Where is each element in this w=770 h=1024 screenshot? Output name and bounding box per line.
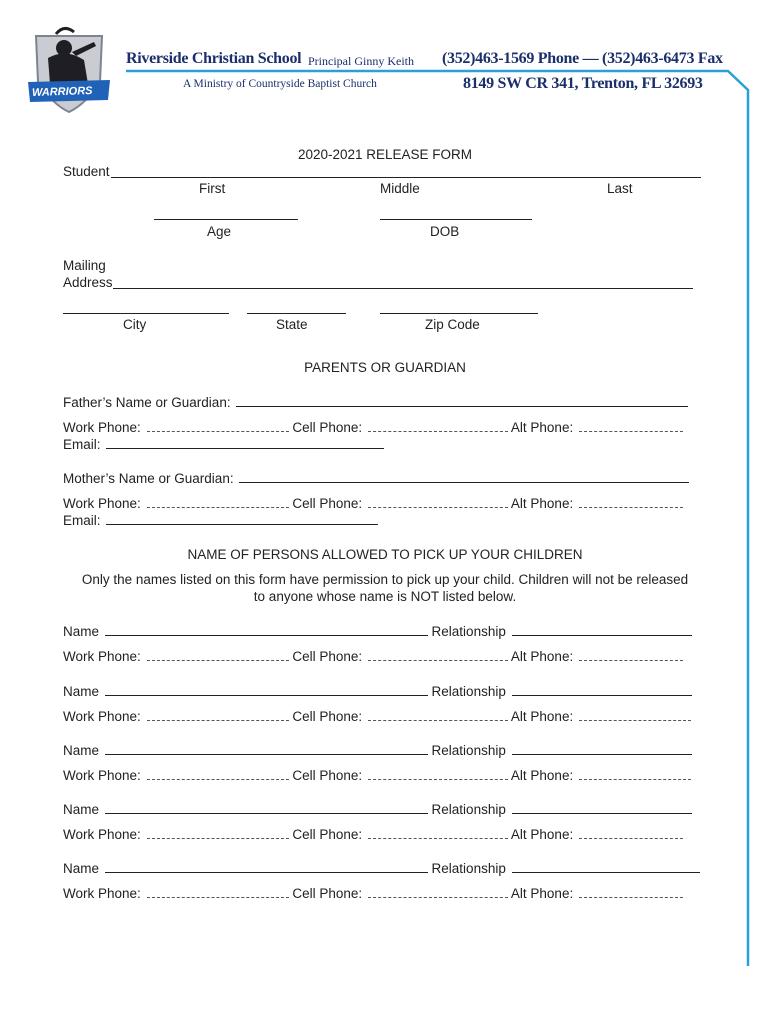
person-3-name-field[interactable] (105, 742, 428, 755)
pickup-heading: NAME OF PERSONS ALLOWED TO PICK UP YOUR CHILDREN (187, 547, 583, 562)
father-name-field[interactable] (236, 394, 688, 407)
person-5-alt-phone-field[interactable] (579, 885, 683, 898)
person-5-name-field[interactable] (105, 860, 428, 873)
form-title: 2020-2021 RELEASE FORM (297, 147, 473, 162)
zip-label: Zip Code (425, 317, 480, 332)
father-label: Father’s Name or Guardian: (63, 395, 231, 410)
father-work-phone-field[interactable] (147, 419, 289, 432)
zip-field[interactable] (380, 313, 538, 314)
person-1-relationship-field[interactable] (512, 623, 692, 636)
pickup-person-3-phones (63, 767, 691, 783)
cell-phone-label: Cell Phone: (292, 649, 363, 664)
alt-phone-label: Alt Phone: (510, 827, 574, 842)
cell-phone-label: Cell Phone: (292, 420, 363, 435)
relationship-label: Relationship (431, 624, 506, 639)
cell-phone-label: Cell Phone: (292, 886, 363, 901)
email-label: Email: (63, 437, 101, 452)
cell-phone-label: Cell Phone: (292, 827, 363, 842)
middle-label: Middle (380, 181, 420, 196)
person-2-relationship-field[interactable] (512, 683, 692, 696)
cell-phone-label: Cell Phone: (292, 496, 363, 511)
city-field[interactable] (63, 313, 229, 314)
mother-email-field[interactable] (106, 512, 378, 525)
relationship-label: Relationship (431, 684, 506, 699)
work-phone-label: Work Phone: (63, 649, 141, 664)
mother-cell-phone-field[interactable] (368, 495, 508, 508)
email-label: Email: (63, 513, 101, 528)
work-phone-label: Work Phone: (63, 886, 141, 901)
person-2-alt-phone-field[interactable] (579, 708, 691, 721)
name-label: Name (63, 861, 100, 876)
address-label: Address (63, 275, 113, 290)
alt-phone-label: Alt Phone: (510, 420, 574, 435)
pickup-person-1-row (63, 623, 692, 639)
student-label: Student (63, 164, 110, 179)
principal-name: Principal Ginny Keith (308, 54, 414, 68)
father-email-row (63, 436, 384, 452)
person-3-relationship-field[interactable] (512, 742, 692, 755)
person-1-alt-phone-field[interactable] (579, 648, 683, 661)
cell-phone-label: Cell Phone: (292, 768, 363, 783)
pickup-note-line-2: to anyone whose name is NOT listed below. (253, 589, 517, 604)
person-3-alt-phone-field[interactable] (579, 767, 691, 780)
person-4-work-phone-field[interactable] (147, 826, 289, 839)
pickup-person-4-row (63, 801, 692, 817)
school-name: Riverside Christian School (126, 50, 302, 67)
first-label: First (199, 181, 226, 196)
name-label: Name (63, 743, 100, 758)
person-5-cell-phone-field[interactable] (368, 885, 508, 898)
dob-field[interactable] (380, 219, 532, 220)
contact-phones: (352)463-1569 Phone — (352)463-6473 Fax (442, 50, 723, 67)
name-label: Name (63, 802, 100, 817)
work-phone-label: Work Phone: (63, 768, 141, 783)
mother-name-field[interactable] (239, 470, 689, 483)
pickup-person-4-phones (63, 826, 683, 842)
age-field[interactable] (154, 219, 298, 220)
relationship-label: Relationship (431, 802, 506, 817)
alt-phone-label: Alt Phone: (510, 649, 574, 664)
person-4-cell-phone-field[interactable] (368, 826, 508, 839)
pickup-person-5-phones (63, 885, 683, 901)
person-4-alt-phone-field[interactable] (579, 826, 683, 839)
person-3-cell-phone-field[interactable] (368, 767, 508, 780)
father-phones-row (63, 419, 683, 435)
student-name-field[interactable] (111, 177, 701, 178)
mother-alt-phone-field[interactable] (579, 495, 683, 508)
father-email-field[interactable] (106, 436, 384, 449)
person-5-work-phone-field[interactable] (147, 885, 289, 898)
person-2-cell-phone-field[interactable] (368, 708, 508, 721)
logo-wordmark: WARRIORS (31, 84, 93, 100)
age-label: Age (207, 224, 232, 239)
alt-phone-label: Alt Phone: (510, 768, 574, 783)
pickup-note-line-1: Only the names listed on this form have permission to pick up your child. Children will not be released (81, 572, 689, 587)
pickup-person-3-row (63, 742, 692, 758)
address-field[interactable] (113, 288, 693, 289)
relationship-label: Relationship (431, 861, 506, 876)
mother-label: Mother’s Name or Guardian: (63, 471, 234, 486)
mother-email-row (63, 512, 378, 528)
relationship-label: Relationship (431, 743, 506, 758)
father-row (63, 394, 688, 410)
pickup-person-5-row (63, 860, 700, 876)
person-4-name-field[interactable] (105, 801, 428, 814)
mother-phones-row (63, 495, 683, 511)
last-label: Last (607, 181, 633, 196)
person-4-relationship-field[interactable] (512, 801, 692, 814)
person-1-cell-phone-field[interactable] (368, 648, 508, 661)
state-label: State (276, 317, 308, 332)
person-5-relationship-field[interactable] (512, 860, 700, 873)
work-phone-label: Work Phone: (63, 827, 141, 842)
city-label: City (123, 317, 147, 332)
ministry-line: A Ministry of Countryside Baptist Church (183, 78, 377, 90)
person-2-work-phone-field[interactable] (147, 708, 289, 721)
person-3-work-phone-field[interactable] (147, 767, 289, 780)
school-address: 8149 SW CR 341, Trenton, FL 32693 (463, 75, 703, 92)
cell-phone-label: Cell Phone: (292, 709, 363, 724)
work-phone-label: Work Phone: (63, 420, 141, 435)
name-label: Name (63, 624, 100, 639)
person-2-name-field[interactable] (105, 683, 428, 696)
father-alt-phone-field[interactable] (579, 419, 683, 432)
state-field[interactable] (247, 313, 346, 314)
father-cell-phone-field[interactable] (368, 419, 508, 432)
mother-row (63, 470, 689, 486)
name-label: Name (63, 684, 100, 699)
alt-phone-label: Alt Phone: (510, 496, 574, 511)
alt-phone-label: Alt Phone: (510, 709, 574, 724)
mother-work-phone-field[interactable] (147, 495, 289, 508)
work-phone-label: Work Phone: (63, 709, 141, 724)
person-1-work-phone-field[interactable] (147, 648, 289, 661)
person-1-name-field[interactable] (105, 623, 428, 636)
dob-label: DOB (430, 224, 460, 239)
pickup-person-2-phones (63, 708, 691, 724)
mailing-label: Mailing (63, 258, 106, 273)
parents-heading: PARENTS OR GUARDIAN (304, 360, 466, 375)
pickup-person-2-row (63, 683, 692, 699)
pickup-person-1-phones (63, 648, 683, 664)
alt-phone-label: Alt Phone: (510, 886, 574, 901)
work-phone-label: Work Phone: (63, 496, 141, 511)
